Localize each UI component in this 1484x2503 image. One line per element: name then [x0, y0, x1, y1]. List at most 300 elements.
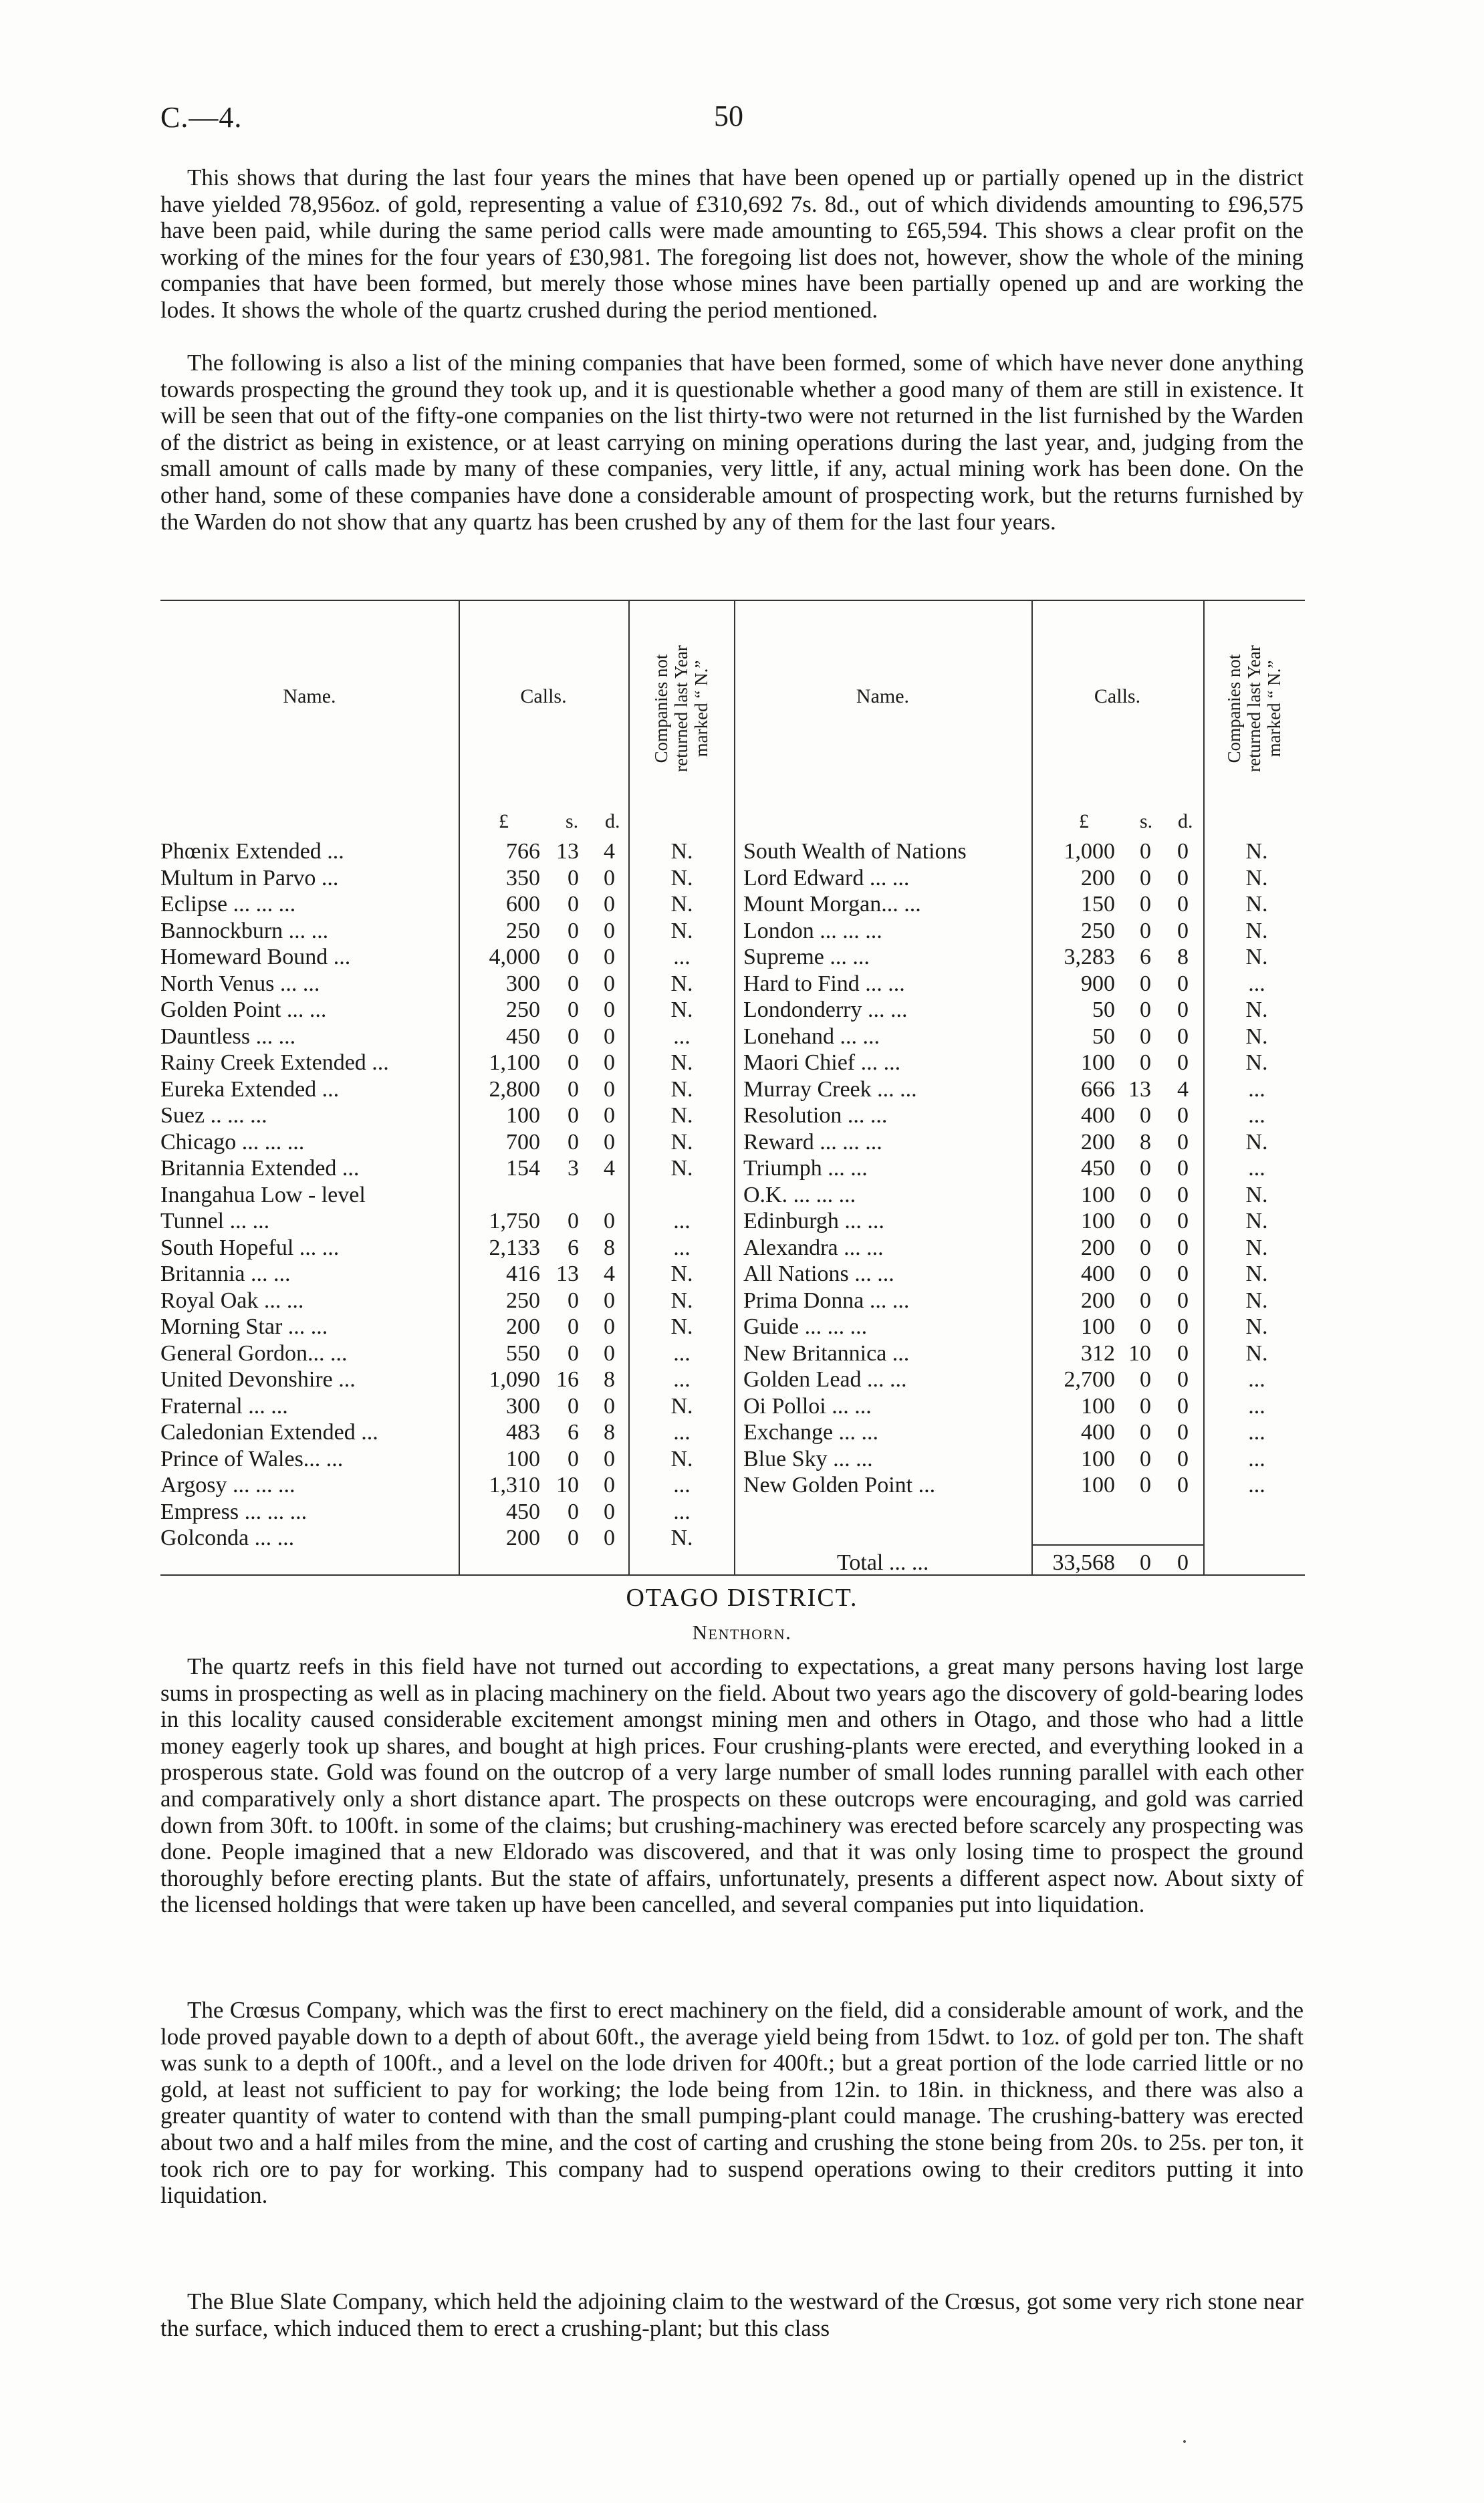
calls-pounds: 100	[1081, 1473, 1115, 1498]
not-returned-mark: N.	[670, 892, 693, 917]
calls-pence: 0	[1177, 839, 1189, 864]
calls-pence: 0	[1177, 1393, 1189, 1419]
not-returned-mark: ...	[673, 945, 691, 969]
table-row	[0, 1129, 1484, 1156]
company-name: Britannia ... ...	[160, 1262, 291, 1286]
calls-pence: 0	[1177, 865, 1189, 890]
not-returned-mark: ...	[1248, 1367, 1265, 1392]
company-name: Mount Morgan... ...	[743, 892, 921, 917]
calls-pounds: 150	[1081, 892, 1115, 917]
calls-shillings: 0	[568, 1446, 579, 1471]
table-row	[0, 1314, 1484, 1340]
calls-pence: 0	[1177, 1314, 1189, 1339]
not-returned-mark: N.	[1245, 1209, 1268, 1233]
company-name: Londonderry ... ...	[743, 997, 908, 1022]
not-returned-mark: N.	[1245, 945, 1268, 969]
calls-shillings: 10	[1128, 1340, 1151, 1366]
calls-shillings: 0	[1140, 1235, 1151, 1260]
not-returned-mark: N.	[1245, 1182, 1268, 1207]
company-name: Fraternal ... ...	[160, 1393, 288, 1419]
not-returned-mark: N.	[1245, 839, 1268, 864]
not-returned-mark: N.	[670, 1076, 693, 1102]
company-name: North Venus ... ...	[160, 971, 320, 996]
calls-pence: 0	[604, 1024, 615, 1049]
calls-pounds: 416	[506, 1262, 540, 1286]
unit-pence-right: d.	[1178, 810, 1193, 832]
calls-pounds: 400	[1081, 1103, 1115, 1128]
calls-pence: 8	[604, 1235, 615, 1260]
calls-pence: 0	[1177, 1235, 1189, 1260]
calls-pounds: 450	[506, 1499, 540, 1524]
unit-pence-left: d.	[605, 810, 620, 832]
company-name: Chicago ... ... ...	[160, 1129, 305, 1155]
not-returned-mark: N.	[1245, 1340, 1268, 1366]
calls-pence: 0	[604, 918, 615, 943]
calls-shillings: 0	[568, 892, 579, 917]
not-returned-mark: N.	[670, 1288, 693, 1313]
calls-pence: 0	[1177, 892, 1189, 917]
calls-shillings: 13	[556, 1262, 579, 1286]
calls-shillings: 0	[568, 1129, 579, 1155]
calls-pence: 0	[604, 1473, 615, 1498]
unit-pounds-right: £	[1079, 810, 1089, 832]
table-row	[0, 997, 1484, 1024]
calls-pence: 0	[1177, 971, 1189, 996]
table-row	[0, 971, 1484, 997]
calls-pence: 0	[604, 1129, 615, 1155]
calls-shillings: 0	[568, 971, 579, 996]
not-returned-mark: ...	[1248, 971, 1265, 996]
total-row	[0, 1550, 1484, 1576]
calls-pounds: 700	[506, 1129, 540, 1155]
calls-pounds: 2,133	[489, 1235, 540, 1260]
table-row	[0, 1155, 1484, 1182]
calls-pence: 0	[604, 971, 615, 996]
calls-shillings: 0	[1140, 971, 1151, 996]
calls-pence: 0	[604, 1446, 615, 1471]
table-row	[0, 1235, 1484, 1262]
calls-pounds: 50	[1092, 1024, 1115, 1049]
calls-shillings: 3	[568, 1156, 579, 1181]
calls-pence: 0	[604, 1288, 615, 1313]
not-returned-mark: N.	[670, 918, 693, 943]
company-name: Prima Donna ... ...	[743, 1288, 910, 1313]
company-name: Lonehand ... ...	[743, 1024, 880, 1049]
calls-shillings: 8	[1140, 1129, 1151, 1155]
not-returned-mark: N.	[1245, 997, 1268, 1022]
not-returned-mark: N.	[1245, 1235, 1268, 1260]
not-returned-mark: N.	[670, 1156, 693, 1181]
not-returned-mark: N.	[1245, 918, 1268, 943]
page-reference: C.—4.	[160, 101, 243, 134]
table-top-rule	[160, 600, 1305, 601]
calls-shillings: 16	[556, 1367, 579, 1392]
calls-shillings: 0	[1140, 1288, 1151, 1313]
calls-pounds: 312	[1081, 1340, 1115, 1366]
not-returned-mark: N.	[1245, 1024, 1268, 1049]
table-row	[0, 1366, 1484, 1393]
company-name: General Gordon... ...	[160, 1340, 348, 1366]
calls-shillings: 0	[1140, 1209, 1151, 1233]
calls-shillings: 0	[568, 1209, 579, 1233]
not-returned-mark: N.	[670, 839, 693, 864]
calls-pounds: 350	[506, 865, 540, 890]
calls-pounds: 100	[1081, 1446, 1115, 1471]
total-pounds: 33,568	[1052, 1550, 1115, 1575]
calls-pounds: 666	[1081, 1076, 1115, 1102]
calls-shillings: 0	[1140, 1156, 1151, 1181]
calls-pounds: 1,000	[1064, 839, 1115, 864]
company-name: Oi Polloi ... ...	[743, 1393, 872, 1419]
calls-shillings: 0	[1140, 1473, 1151, 1498]
company-name: Reward ... ... ...	[743, 1129, 882, 1155]
table-row	[0, 838, 1484, 865]
calls-pounds: 100	[1081, 1182, 1115, 1207]
calls-pence: 0	[604, 945, 615, 969]
table-row	[0, 1261, 1484, 1288]
calls-pence: 0	[604, 1103, 615, 1128]
not-returned-mark: N.	[670, 1393, 693, 1419]
calls-pounds: 2,800	[489, 1076, 540, 1102]
calls-shillings: 0	[1140, 997, 1151, 1022]
calls-pounds: 250	[506, 997, 540, 1022]
unit-shillings-right: s.	[1140, 810, 1153, 832]
company-name: Multum in Parvo ...	[160, 865, 339, 890]
calls-pounds: 600	[506, 892, 540, 917]
not-returned-mark: N.	[1245, 1288, 1268, 1313]
header-name-left: Name.	[283, 685, 336, 707]
calls-pounds: 200	[506, 1314, 540, 1339]
calls-shillings: 0	[1140, 1367, 1151, 1392]
not-returned-mark: N.	[670, 1262, 693, 1286]
company-name: Guide ... ... ...	[743, 1314, 868, 1339]
calls-pence: 0	[1177, 1103, 1189, 1128]
company-name: Triumph ... ...	[743, 1156, 868, 1181]
not-returned-mark: N.	[670, 1050, 693, 1075]
not-returned-mark: N.	[670, 997, 693, 1022]
company-name: Resolution ... ...	[743, 1103, 888, 1128]
not-returned-mark: N.	[1245, 892, 1268, 917]
table-row	[0, 1024, 1484, 1050]
calls-shillings: 10	[556, 1473, 579, 1498]
calls-pence: 4	[604, 839, 615, 864]
calls-pounds: 550	[506, 1340, 540, 1366]
calls-pounds: 483	[506, 1420, 540, 1445]
table-row	[0, 1050, 1484, 1076]
calls-pounds: 1,750	[489, 1209, 540, 1233]
not-returned-mark: ...	[673, 1420, 691, 1445]
not-returned-mark: ...	[673, 1473, 691, 1498]
table-row	[0, 1288, 1484, 1314]
calls-pence: 0	[1177, 1129, 1189, 1155]
table-row	[0, 1419, 1484, 1446]
calls-shillings: 0	[1140, 1103, 1151, 1128]
calls-pounds: 3,283	[1064, 945, 1115, 969]
company-name: Prince of Wales... ...	[160, 1446, 344, 1471]
company-name: New Britannica ...	[743, 1340, 910, 1366]
company-name: Lord Edward ... ...	[743, 865, 910, 890]
calls-pounds: 100	[1081, 1050, 1115, 1075]
calls-pence: 0	[1177, 1050, 1189, 1075]
total-pence: 0	[1177, 1550, 1189, 1575]
not-returned-mark: N.	[670, 971, 693, 996]
header-not-returned-right: Companies not returned last Year marked “ N.”	[1224, 645, 1284, 772]
calls-shillings: 0	[1140, 839, 1151, 864]
calls-pence: 0	[604, 1340, 615, 1366]
total-label: Total ... ...	[837, 1550, 929, 1575]
calls-pence: 8	[1177, 945, 1189, 969]
calls-pounds: 200	[506, 1526, 540, 1550]
calls-shillings: 0	[1140, 1446, 1151, 1471]
calls-shillings: 0	[1140, 1262, 1151, 1286]
calls-pence: 0	[1177, 1340, 1189, 1366]
calls-shillings: 6	[1140, 945, 1151, 969]
calls-pounds: 100	[506, 1103, 540, 1128]
calls-pounds: 154	[506, 1156, 540, 1181]
calls-shillings: 6	[568, 1420, 579, 1445]
calls-pounds: 250	[506, 1288, 540, 1313]
calls-shillings: 0	[1140, 1314, 1151, 1339]
not-returned-mark: N.	[1245, 1129, 1268, 1155]
calls-pence: 0	[604, 997, 615, 1022]
calls-shillings: 13	[556, 839, 579, 864]
section-title: OTAGO DISTRICT.	[626, 1584, 858, 1612]
calls-pence: 0	[1177, 997, 1189, 1022]
total-shillings: 0	[1140, 1550, 1151, 1575]
calls-shillings: 0	[568, 1103, 579, 1128]
section-subtitle: Nenthorn.	[692, 1621, 792, 1644]
calls-pounds: 200	[1081, 1129, 1115, 1155]
table-row	[0, 1393, 1484, 1420]
company-name: Phœnix Extended ...	[160, 839, 344, 864]
calls-shillings: 0	[568, 1393, 579, 1419]
table-row	[0, 1472, 1484, 1499]
company-name: New Golden Point ...	[743, 1473, 936, 1498]
company-name: Tunnel ... ...	[160, 1209, 270, 1233]
company-name: London ... ... ...	[743, 918, 882, 943]
calls-shillings: 0	[1140, 1182, 1151, 1207]
not-returned-mark: ...	[673, 1499, 691, 1524]
not-returned-mark: N.	[1245, 1314, 1268, 1339]
table-row	[0, 1076, 1484, 1103]
not-returned-mark: ...	[673, 1340, 691, 1366]
company-name: Homeward Bound ...	[160, 945, 351, 969]
not-returned-mark: ...	[673, 1024, 691, 1049]
not-returned-mark: ...	[1248, 1420, 1265, 1445]
not-returned-mark: ...	[673, 1209, 691, 1233]
company-name: Royal Oak ... ...	[160, 1288, 304, 1313]
paragraph-2: The following is also a list of the mining companies that have been formed, some of which have never done anything towards prospecting the ground they took up, and it is questionable whether a good many of them are still in existence. It will be seen that out of the fifty-one companies on the list thirty-two were not returned in the list furnished by the Warden of the district as being in existence, or at least carrying on mining operations during the last year, and, judging from the small amount of calls made by many of these companies, very little, if any, actual mining work has been done. On the other hand, some of these companies have done a considerable amount of prospecting work, but the returns furnished by the Warden do not show that any quartz has been crushed by any of them for the last four years.	[160, 350, 1304, 535]
not-returned-mark: N.	[1245, 1262, 1268, 1286]
company-name: Hard to Find ... ...	[743, 971, 905, 996]
company-name: Murray Creek ... ...	[743, 1076, 917, 1102]
calls-pence: 0	[604, 1499, 615, 1524]
company-name: All Nations ... ...	[743, 1262, 894, 1286]
not-returned-mark: N.	[670, 865, 693, 890]
calls-shillings: 0	[568, 945, 579, 969]
table-row	[0, 944, 1484, 971]
calls-pence: 0	[604, 1050, 615, 1075]
company-name: Edinburgh ... ...	[743, 1209, 884, 1233]
not-returned-mark: ...	[673, 1235, 691, 1260]
calls-pence: 0	[604, 1314, 615, 1339]
calls-pounds: 766	[506, 839, 540, 864]
company-name: United Devonshire ...	[160, 1367, 356, 1392]
calls-shillings: 0	[568, 1076, 579, 1102]
calls-pence: 0	[604, 865, 615, 890]
table-row	[0, 865, 1484, 892]
paragraph-1: This shows that during the last four years the mines that have been opened up or partially opened up in the district have yielded 78,956oz. of gold, representing a value of £310,692 7s. 8d., out of which dividends amounting to £96,575 have been paid, while during the same period calls were made amounting to £65,594. This shows a clear profit on the working of the mines for the four years of £30,981. The foregoing list does not, however, show the whole of the mining companies that have been formed, but merely those whose mines have been partially opened up and are working the lodes. It shows the whole of the quartz crushed during the period mentioned.	[160, 164, 1304, 323]
company-name: Morning Star ... ...	[160, 1314, 328, 1339]
calls-shillings: 0	[568, 1288, 579, 1313]
calls-pence: 0	[1177, 1288, 1189, 1313]
company-name: O.K. ... ... ...	[743, 1182, 856, 1207]
calls-pence: 0	[1177, 1473, 1189, 1498]
calls-pounds: 450	[506, 1024, 540, 1049]
calls-shillings: 0	[568, 1024, 579, 1049]
company-name: Bannockburn ... ...	[160, 918, 329, 943]
calls-pence: 0	[604, 892, 615, 917]
calls-pounds: 50	[1092, 997, 1115, 1022]
company-name: Britannia Extended ...	[160, 1156, 360, 1181]
company-name: Inangahua Low - level	[160, 1182, 366, 1207]
company-name: Alexandra ... ...	[743, 1235, 884, 1260]
not-returned-mark: N.	[1245, 865, 1268, 890]
page-number: 50	[714, 100, 743, 132]
company-name: Exchange ... ...	[743, 1420, 879, 1445]
not-returned-mark: N.	[670, 1526, 693, 1550]
table-row	[0, 891, 1484, 918]
company-name: Empress ... ... ...	[160, 1499, 307, 1524]
calls-shillings: 0	[568, 1050, 579, 1075]
calls-pounds: 400	[1081, 1262, 1115, 1286]
not-returned-mark: ...	[1248, 1103, 1265, 1128]
header-calls-left: Calls.	[520, 685, 567, 707]
calls-pence: 8	[604, 1367, 615, 1392]
table-row	[0, 1340, 1484, 1367]
not-returned-mark: ...	[1248, 1473, 1265, 1498]
company-name: South Wealth of Nations	[743, 839, 967, 864]
header-name-right: Name.	[856, 685, 910, 707]
calls-pence: 0	[1177, 1156, 1189, 1181]
calls-pence: 0	[604, 1209, 615, 1233]
table-row	[0, 918, 1484, 945]
calls-pounds: 1,310	[489, 1473, 540, 1498]
calls-pounds: 100	[1081, 1209, 1115, 1233]
table-row	[0, 1499, 1484, 1526]
not-returned-mark: ...	[673, 1367, 691, 1392]
company-name: Eureka Extended ...	[160, 1076, 340, 1102]
calls-pounds: 200	[1081, 1288, 1115, 1313]
table-row	[0, 1525, 1484, 1552]
calls-pence: 0	[1177, 1367, 1189, 1392]
header-not-returned-left: Companies not returned last Year marked “ N.”	[651, 645, 711, 772]
paragraph-3: The quartz reefs in this field have not turned out according to expectations, a great many persons having lost large sums in prospecting as well as in placing machinery on the field. About two years ago the discovery of gold-bearing lodes in this locality caused considerable excitement amongst mining men and others in Otago, and those who had a little money eagerly took up shares, and bought at high prices. Four crushing-plants were erected, and everything looked in a prosperous state. Gold was found on the outcrop of a very large number of small lodes running parallel with each other and comparatively only a short distance apart. The prospects on these outcrops were encouraging, and gold was carried down from 30ft. to 100ft. in some of the claims; but crushing-machinery was erected before scarcely any prospecting was done. People imagined that a new Eldorado was discovered, and that it was only losing time to prospect the ground thoroughly before erecting plants. But the state of affairs, unfortunately, presents a different aspect now. About sixty of the licensed holdings that were taken up have been cancelled, and several companies put into liquidation.	[160, 1653, 1304, 1918]
table-row	[0, 1182, 1484, 1209]
calls-shillings: 0	[1140, 1024, 1151, 1049]
calls-pounds: 250	[1081, 918, 1115, 943]
calls-pence: 0	[604, 1393, 615, 1419]
calls-pounds: 1,090	[489, 1367, 540, 1392]
calls-pounds: 100	[1081, 1393, 1115, 1419]
not-returned-mark: N.	[670, 1129, 693, 1155]
not-returned-mark: N.	[670, 1446, 693, 1471]
company-name: Supreme ... ...	[743, 945, 870, 969]
calls-pence: 0	[1177, 1182, 1189, 1207]
calls-shillings: 0	[568, 1526, 579, 1550]
company-name: Golconda ... ...	[160, 1526, 295, 1550]
calls-shillings: 0	[1140, 1420, 1151, 1445]
not-returned-mark: ...	[1248, 1446, 1265, 1471]
calls-shillings: 0	[568, 1499, 579, 1524]
calls-shillings: 13	[1128, 1076, 1151, 1102]
calls-pence: 4	[604, 1262, 615, 1286]
paragraph-5: The Blue Slate Company, which held the adjoining claim to the westward of the Crœsus, got some very rich stone near the surface, which induced them to erect a crushing-plant; but this class	[160, 2288, 1304, 2341]
calls-shillings: 0	[568, 997, 579, 1022]
print-speck	[1183, 2440, 1186, 2443]
calls-shillings: 0	[568, 918, 579, 943]
not-returned-mark: N.	[670, 1314, 693, 1339]
company-name: Rainy Creek Extended ...	[160, 1050, 389, 1075]
company-name: Caledonian Extended ...	[160, 1420, 378, 1445]
company-name: Golden Lead ... ...	[743, 1367, 907, 1392]
calls-pence: 0	[1177, 918, 1189, 943]
calls-shillings: 0	[1140, 1393, 1151, 1419]
calls-pounds: 250	[506, 918, 540, 943]
calls-pence: 0	[1177, 1262, 1189, 1286]
calls-pounds: 300	[506, 971, 540, 996]
not-returned-mark: N.	[670, 1103, 693, 1128]
calls-pounds: 200	[1081, 865, 1115, 890]
company-name: South Hopeful ... ...	[160, 1235, 340, 1260]
table-row	[0, 1102, 1484, 1129]
unit-pounds-left: £	[499, 810, 509, 832]
calls-shillings: 0	[1140, 865, 1151, 890]
calls-pounds: 400	[1081, 1420, 1115, 1445]
calls-pence: 0	[1177, 1024, 1189, 1049]
calls-pence: 0	[1177, 1420, 1189, 1445]
calls-pounds: 4,000	[489, 945, 540, 969]
company-name: Argosy ... ... ...	[160, 1473, 295, 1498]
calls-pounds: 450	[1081, 1156, 1115, 1181]
calls-pounds: 100	[506, 1446, 540, 1471]
not-returned-mark: ...	[1248, 1393, 1265, 1419]
calls-shillings: 6	[568, 1235, 579, 1260]
calls-pence: 0	[604, 1526, 615, 1550]
calls-pence: 4	[1177, 1076, 1189, 1102]
calls-pounds: 1,100	[489, 1050, 540, 1075]
calls-pounds: 100	[1081, 1314, 1115, 1339]
calls-shillings: 0	[568, 865, 579, 890]
calls-pence: 0	[1177, 1446, 1189, 1471]
calls-pence: 0	[1177, 1209, 1189, 1233]
calls-shillings: 0	[1140, 892, 1151, 917]
company-name: Suez .. ... ...	[160, 1103, 267, 1128]
not-returned-mark: ...	[1248, 1156, 1265, 1181]
not-returned-mark: N.	[1245, 1050, 1268, 1075]
company-name: Blue Sky ... ...	[743, 1446, 873, 1471]
calls-pounds: 900	[1081, 971, 1115, 996]
company-name: Golden Point ... ...	[160, 997, 327, 1022]
paragraph-4: The Crœsus Company, which was the first to erect machinery on the field, did a considerable amount of work, and the lode proved payable down to a depth of about 60ft., the average yield being from 15dwt. to 1oz. of gold per ton. The shaft was sunk to a depth of 100ft., and a level on the lode driven for 400ft.; but a great portion of the lode carried little or no gold, at least not sufficient to pay for working; the lode being from 12in. to 18in. in thickness, and there was also a greater quantity of water to contend with than the small pumping-plant could manage. The crushing-battery was erected about two and a half miles from the mine, and the cost of carting and crushing the stone being from 20s. to 25s. per ton, it took rich ore to pay for working. This company had to suspend operations owing to their creditors putting it into liquidation.	[160, 1997, 1304, 2209]
company-name: Eclipse ... ... ...	[160, 892, 296, 917]
not-returned-mark: ...	[1248, 1076, 1265, 1102]
calls-shillings: 0	[1140, 918, 1151, 943]
company-name: Maori Chief ... ...	[743, 1050, 901, 1075]
calls-shillings: 0	[568, 1340, 579, 1366]
calls-pence: 0	[604, 1076, 615, 1102]
calls-pence: 8	[604, 1420, 615, 1445]
